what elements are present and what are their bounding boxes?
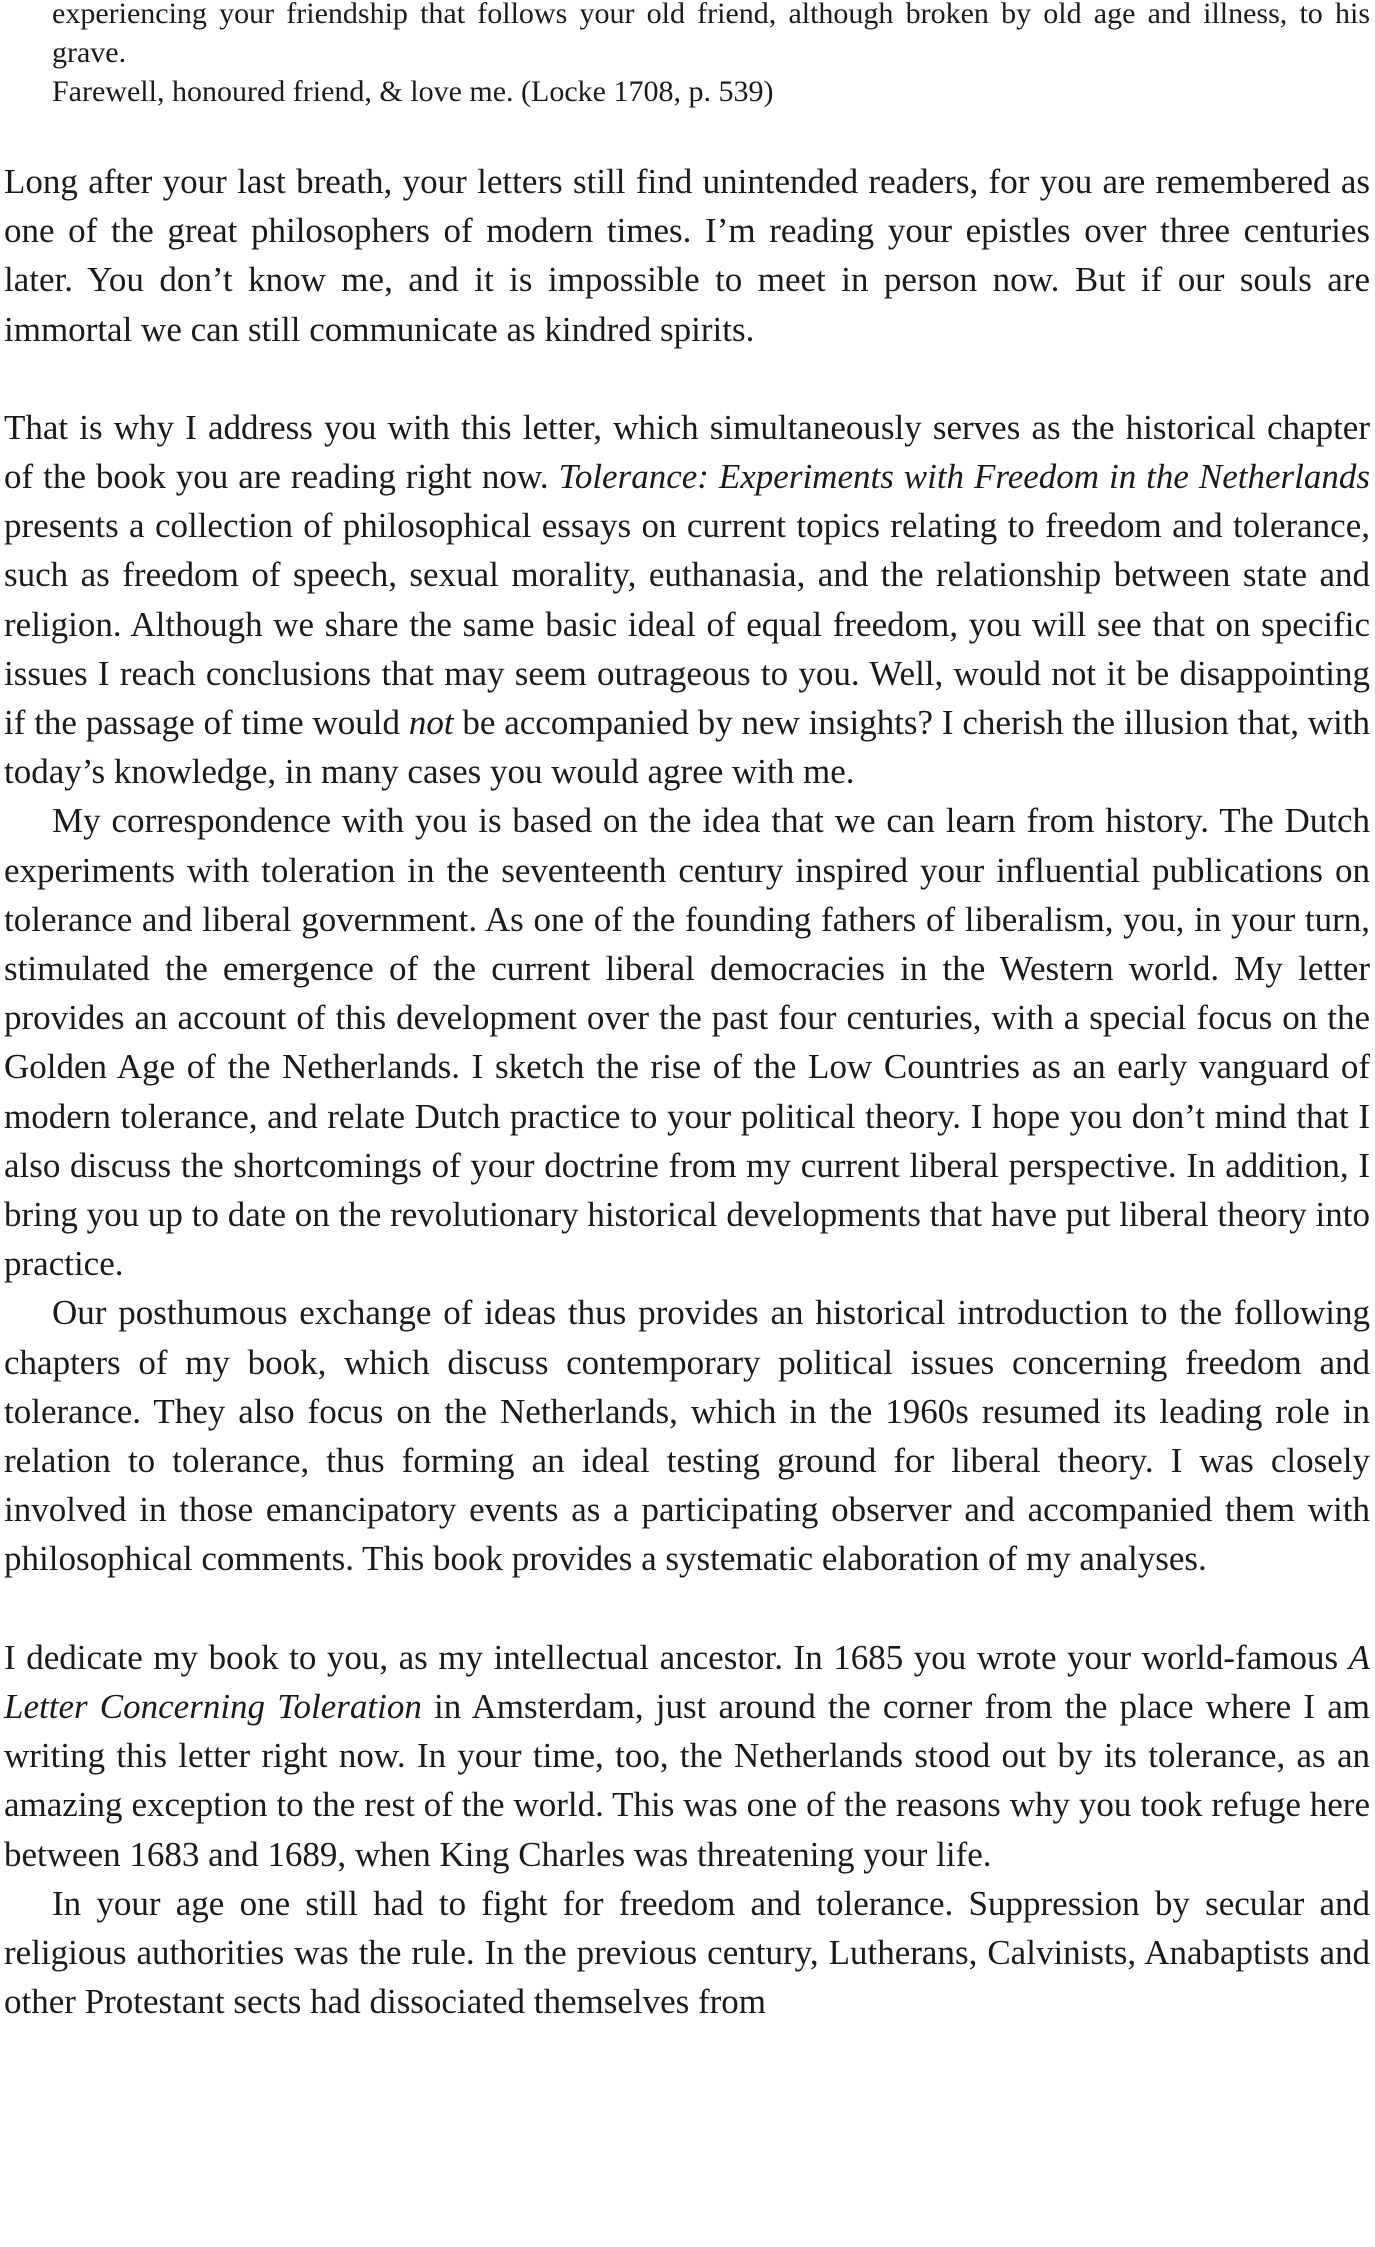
paragraph-1: Long after your last breath, your letters still find unintended readers, for you are remembered as one of the great philosophers of modern times. I’m reading your epistles over three centuries later. You don’t know me, and it is impossible to meet in person now. But if our souls are immortal we can still communicate as kindred spirits. [4,162,1370,349]
document-page [4,0,1370,2026]
paragraph-3: My correspondence with you is based on the idea that we can learn from history. The Dutch experiments with toleration in the seventeenth century inspired your influential publications on tolerance and liberal government. As one of the founding fathers of liberalism, you, in your turn, stimulated the emergence of the current liberal democracies in the Western world. My letter provides an account of this development over the past four centuries, with a special focus on the Golden Age of the Netherlands. I sketch the rise of the Low Countries as an early vanguard of modern tolerance, and relate Dutch practice to your political theory. I hope you don’t mind that I also discuss the shortcomings of your doctrine from my current liberal perspective. In addition, I bring you up to date on the revolutionary historical developments that have put liberal theory into practice. [4,801,1370,1284]
paragraph-6: In your age one still had to fight for freedom and tolerance. Suppression by secular and religious authorities was the rule. In the previous century, Lutherans, Calvinists, Anabaptists and other Protestant sects had dissociated themselves from [4,1883,1370,2022]
body-text [4,157,1370,2026]
book-title: A Letter Concerning Toleration [4,1637,1370,1726]
block-quote [52,0,1370,111]
book-title: Tolerance: Experiments with Freedom in the Netherlands [558,457,1370,497]
quote-citation: Farewell, honoured friend, & love me. (Locke 1708, p. 539) [52,75,774,108]
emphasis: not [408,703,454,743]
paragraph-2: That is why I address you with this letter, which simultaneously serves as the historical chapter of the book you are reading right now. Tolerance: Experiments with Freedom in the Netherlands presents a collection of philosophical essays on current topics relating to freedom and tolerance, such as freedom of speech, sexual morality, euthanasia, and the relationship between state and religion. Although we share the same basic ideal of equal freedom, you will see that on specific issues I reach conclusions that may seem outrageous to you. Well, would not it be disappointing if the passage of time would not be accompanied by new insights? I cherish the illusion that, with today’s knowledge, in many cases you would agree with me. [4,407,1370,792]
paragraph-4: Our posthumous exchange of ideas thus provides an historical introduction to the following chapters of my book, which discuss contemporary political issues concerning freedom and tolerance. They also focus on the Netherlands, which in the 1960s resumed its leading role in relation to tolerance, thus forming an ideal testing ground for liberal theory. I was closely involved in those emancipatory events as a participating observer and accompanied them with philosophical comments. This book provides a systematic elaboration of my analyses. [4,1293,1370,1579]
quote-line: experiencing your friendship that follows your old friend, although broken by old age and illness, to his grave. [52,0,1370,69]
paragraph-5: I dedicate my book to you, as my intellectual ancestor. In 1685 you wrote your world-famous A Letter Concerning Toleration in Amsterdam, just around the corner from the place where I am writing this letter right now. In your time, too, the Netherlands stood out by its tolerance, as an amazing exception to the rest of the world. This was one of the reasons why you took refuge here between 1683 and 1689, when King Charles was threatening your life. [4,1637,1370,1874]
